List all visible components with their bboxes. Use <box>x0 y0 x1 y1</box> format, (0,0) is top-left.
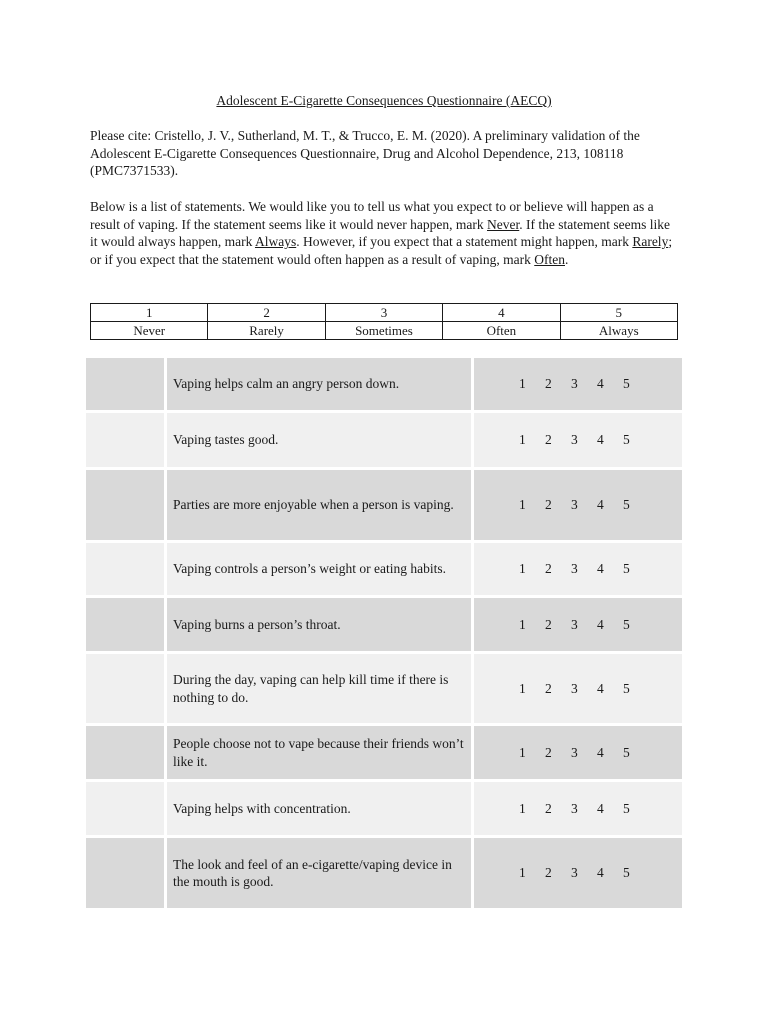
never-term: Never <box>487 216 520 232</box>
item-rating-options <box>474 470 682 540</box>
scale-label: Sometimes <box>325 322 442 340</box>
rating-option[interactable]: 1 <box>519 432 526 447</box>
instructions-text: . However, if you expect that a statement might happen, mark <box>296 234 633 249</box>
scale-label: Never <box>91 322 208 340</box>
rating-option[interactable]: 1 <box>519 561 526 576</box>
item-number-cell <box>86 782 167 835</box>
item-statement: Vaping burns a person’s throat. <box>167 598 474 651</box>
item-statement: Parties are more enjoyable when a person is vaping. <box>167 470 474 540</box>
instructions-text: . If the statement seems like it would always happen, mark <box>90 216 670 249</box>
item-number-cell <box>86 598 167 651</box>
often-term: Often <box>534 251 565 267</box>
item-number-cell <box>86 413 167 467</box>
page-title: Adolescent E-Cigarette Consequences Questionnaire (AECQ) <box>216 93 552 108</box>
rating-option[interactable]: 5 <box>623 616 630 632</box>
rating-option[interactable]: 3 <box>571 800 578 816</box>
rating-option[interactable]: 5 <box>623 376 630 391</box>
item-rating-options <box>474 413 682 467</box>
rating-scale-table <box>90 303 678 340</box>
always-term: Always <box>254 234 297 249</box>
rating-option[interactable]: 4 <box>597 561 604 576</box>
rating-option[interactable]: 4 <box>597 744 604 760</box>
rating-option[interactable]: 4 <box>597 865 604 880</box>
rating-option[interactable]: 2 <box>545 800 552 816</box>
item-statement: Vaping helps with concentration. <box>167 782 474 835</box>
rating-option[interactable]: 4 <box>597 376 604 391</box>
rating-option[interactable]: 3 <box>571 865 578 880</box>
item-number-cell <box>86 838 167 908</box>
item-rating-options <box>474 358 682 410</box>
scale-label: Always <box>560 322 677 340</box>
rating-option[interactable]: 3 <box>571 561 578 576</box>
item-row <box>86 413 682 470</box>
rating-option[interactable]: 1 <box>519 616 526 632</box>
rating-option[interactable]: 1 <box>519 865 526 880</box>
scale-label: Often <box>443 322 560 340</box>
item-statement: Vaping controls a person’s weight or eating habits. <box>167 543 474 595</box>
scale-number: 2 <box>208 304 325 322</box>
item-row <box>86 598 682 654</box>
item-statement: Vaping tastes good. <box>167 413 474 467</box>
item-rating-options <box>474 598 682 651</box>
rating-option[interactable]: 2 <box>545 497 552 512</box>
scale-numbers-row <box>91 304 678 322</box>
rating-option[interactable]: 3 <box>571 744 578 760</box>
rating-option[interactable]: 5 <box>623 432 630 447</box>
rating-option[interactable]: 4 <box>597 616 604 632</box>
rating-option[interactable]: 2 <box>545 616 552 632</box>
rating-option[interactable]: 4 <box>597 497 604 512</box>
rating-option[interactable]: 5 <box>623 744 630 760</box>
item-statement: During the day, vaping can help kill time if there is nothing to do. <box>167 654 474 723</box>
scale-label: Rarely <box>208 322 325 340</box>
instructions-text: ; or if you expect that the statement would often happen as a result of vaping, mark <box>90 234 673 267</box>
scale-labels-row <box>91 322 678 340</box>
instructions-text: . <box>565 251 569 267</box>
rating-option[interactable]: 3 <box>571 497 578 512</box>
rarely-term: Rarely <box>632 234 669 249</box>
rating-option[interactable]: 3 <box>571 680 578 696</box>
rating-option[interactable]: 5 <box>623 865 630 880</box>
rating-option[interactable]: 2 <box>545 680 552 696</box>
citation: Please cite: Cristello, J. V., Sutherland, M. T., & Trucco, E. M. (2020). A preliminary validation of the Adolescent E-Cigarette Consequences Questionnaire, Drug and Alcohol Dependence, 213, 108118 (PMC7371533). <box>90 128 640 178</box>
item-rating-options <box>474 654 682 723</box>
item-row <box>86 654 682 726</box>
rating-option[interactable]: 4 <box>597 680 604 696</box>
rating-option[interactable]: 5 <box>623 800 630 816</box>
item-number-cell <box>86 543 167 595</box>
rating-option[interactable]: 2 <box>545 376 552 391</box>
item-rating-options <box>474 838 682 908</box>
item-row <box>86 358 682 413</box>
item-row <box>86 470 682 543</box>
rating-option[interactable]: 1 <box>519 744 526 760</box>
rating-option[interactable]: 3 <box>571 376 578 391</box>
rating-option[interactable]: 1 <box>519 497 526 512</box>
rating-option[interactable]: 5 <box>623 561 630 576</box>
rating-option[interactable]: 4 <box>597 432 604 447</box>
item-number-cell <box>86 654 167 723</box>
item-rating-options <box>474 543 682 595</box>
item-number-cell <box>86 726 167 779</box>
rating-option[interactable]: 1 <box>519 680 526 696</box>
rating-option[interactable]: 5 <box>623 497 630 512</box>
questionnaire-items <box>86 358 682 911</box>
item-rating-options <box>474 782 682 835</box>
rating-option[interactable]: 4 <box>597 800 604 816</box>
item-row <box>86 782 682 838</box>
item-number-cell <box>86 470 167 540</box>
rating-option[interactable]: 3 <box>571 616 578 632</box>
instructions-text: Below is a list of statements. We would like you to tell us what you expect to or believe will happen as a result of vaping. If the statement seems like it would never happen, mark <box>90 199 654 232</box>
scale-number: 3 <box>325 304 442 322</box>
item-row <box>86 838 682 911</box>
rating-option[interactable]: 2 <box>545 432 552 447</box>
item-number-cell <box>86 358 167 410</box>
scale-number: 1 <box>91 304 208 322</box>
rating-option[interactable]: 1 <box>519 800 526 816</box>
scale-number: 5 <box>560 304 677 322</box>
rating-option[interactable]: 1 <box>519 376 526 391</box>
rating-option[interactable]: 2 <box>545 744 552 760</box>
item-statement: Vaping helps calm an angry person down. <box>167 358 474 410</box>
rating-option[interactable]: 2 <box>545 865 552 880</box>
scale-number: 4 <box>443 304 560 322</box>
item-statement: The look and feel of an e-cigarette/vaping device in the mouth is good. <box>167 838 474 908</box>
instructions <box>90 198 680 268</box>
item-row <box>86 543 682 598</box>
rating-option[interactable]: 3 <box>571 432 578 447</box>
rating-option[interactable]: 2 <box>545 561 552 576</box>
item-rating-options <box>474 726 682 779</box>
item-statement: People choose not to vape because their friends won’t like it. <box>167 726 474 779</box>
rating-option[interactable]: 5 <box>623 680 630 696</box>
item-row <box>86 726 682 782</box>
